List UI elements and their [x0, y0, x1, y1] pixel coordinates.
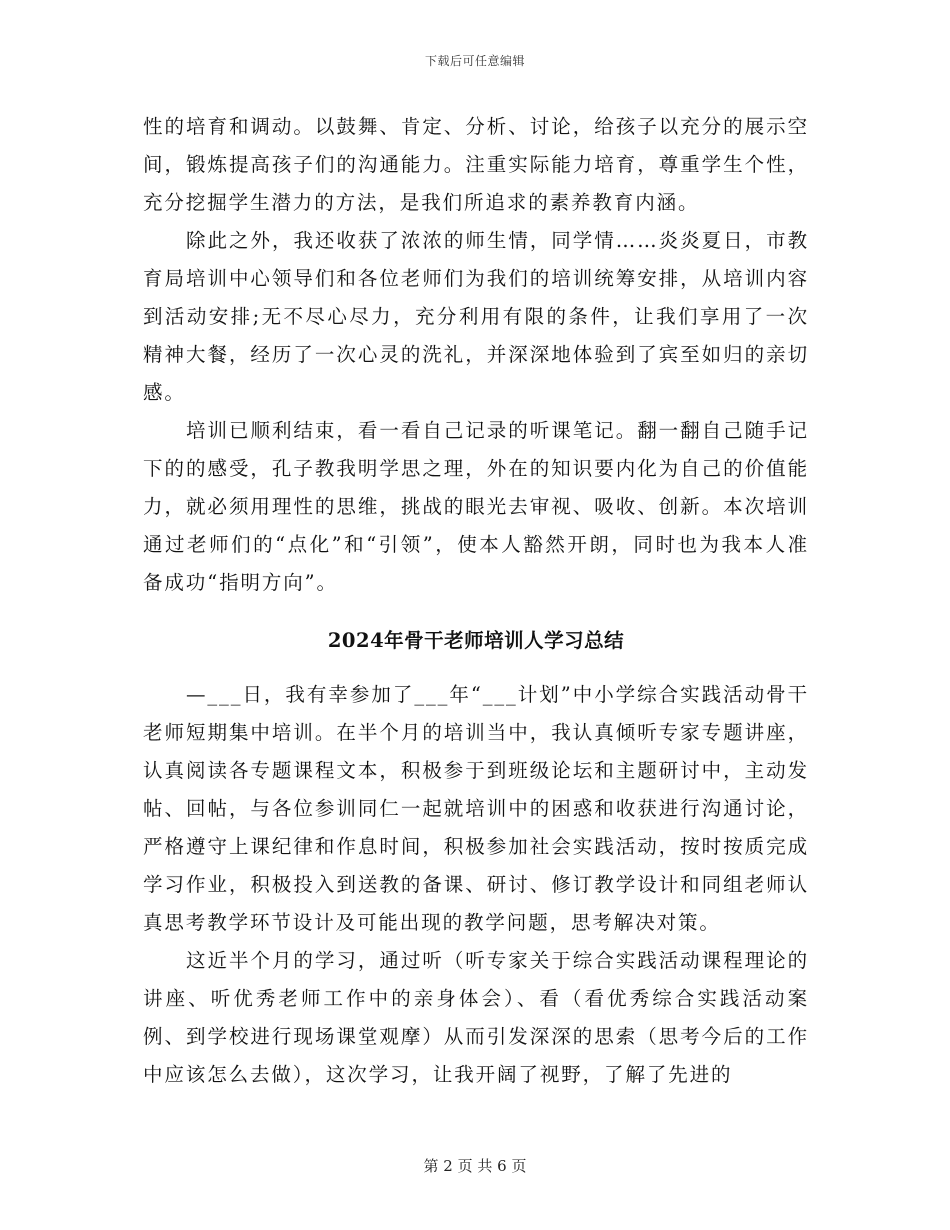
document-body	[143, 108, 809, 1094]
paragraph-continuation: 性的培育和调动。以鼓舞、肯定、分析、讨论，给孩子以充分的展示空间，锻炼提高孩子们的沟通能力。注重实际能力培育，尊重学生个性，充分挖掘学生潜力的方法，是我们所追求的素养教育内涵。	[143, 115, 809, 214]
paragraph: 这近半个月的学习，通过听（听专家关于综合实践活动课程理论的讲座、听优秀老师工作中的亲身体会）、看（看优秀综合实践活动案例、到学校进行现场课堂观摩）从而引发深深的思索（思考今后的工作中应该怎么去做），这次学习，让我开阔了视野，了解了先进的	[143, 949, 809, 1086]
paragraph: —___日，我有幸参加了___年“___计划”中小学综合实践活动骨干老师短期集中培训。在半个月的培训当中，我认真倾听专家专题讲座，认真阅读各专题课程文本，积极参于到班级论坛和主题研讨中，主动发帖、回帖，与各位参训同仁一起就培训中的困惑和收获进行沟通讨论，严格遵守上课纪律和作息时间，积极参加社会实践活动，按时按质完成学习作业，积极投入到送教的备课、研讨、修订教学设计和同组老师认真思考教学环节设计及可能出现的教学问题，思考解决对策。	[143, 683, 809, 934]
header-note: 下载后可任意编辑	[424, 54, 525, 68]
section-title: 2024年骨干老师培训人学习总结	[327, 629, 625, 652]
paragraph: 除此之外，我还收获了浓浓的师生情，同学情……炎炎夏日，市教育局培训中心领导们和各位老师们为我们的培训统筹安排，从培训内容到活动安排;无不尽心尽力，充分利用有限的条件，让我们享用了一次精神大餐，经历了一次心灵的洗礼，并深深地体验到了宾至如归的亲切感。	[143, 229, 809, 404]
paragraph: 培训已顺利结束，看一看自己记录的听课笔记。翻一翻自己随手记下的的感受，孔子教我明学思之理，外在的知识要内化为自己的价值能力，就必须用理性的思维，挑战的眼光去审视、吸收、创新。本次培训通过老师们的“点化”和“引领”，使本人豁然开朗，同时也为我本人准备成功“指明方向”。	[143, 419, 809, 594]
page-indicator: 第 2 页 共 6 页	[423, 1157, 527, 1175]
